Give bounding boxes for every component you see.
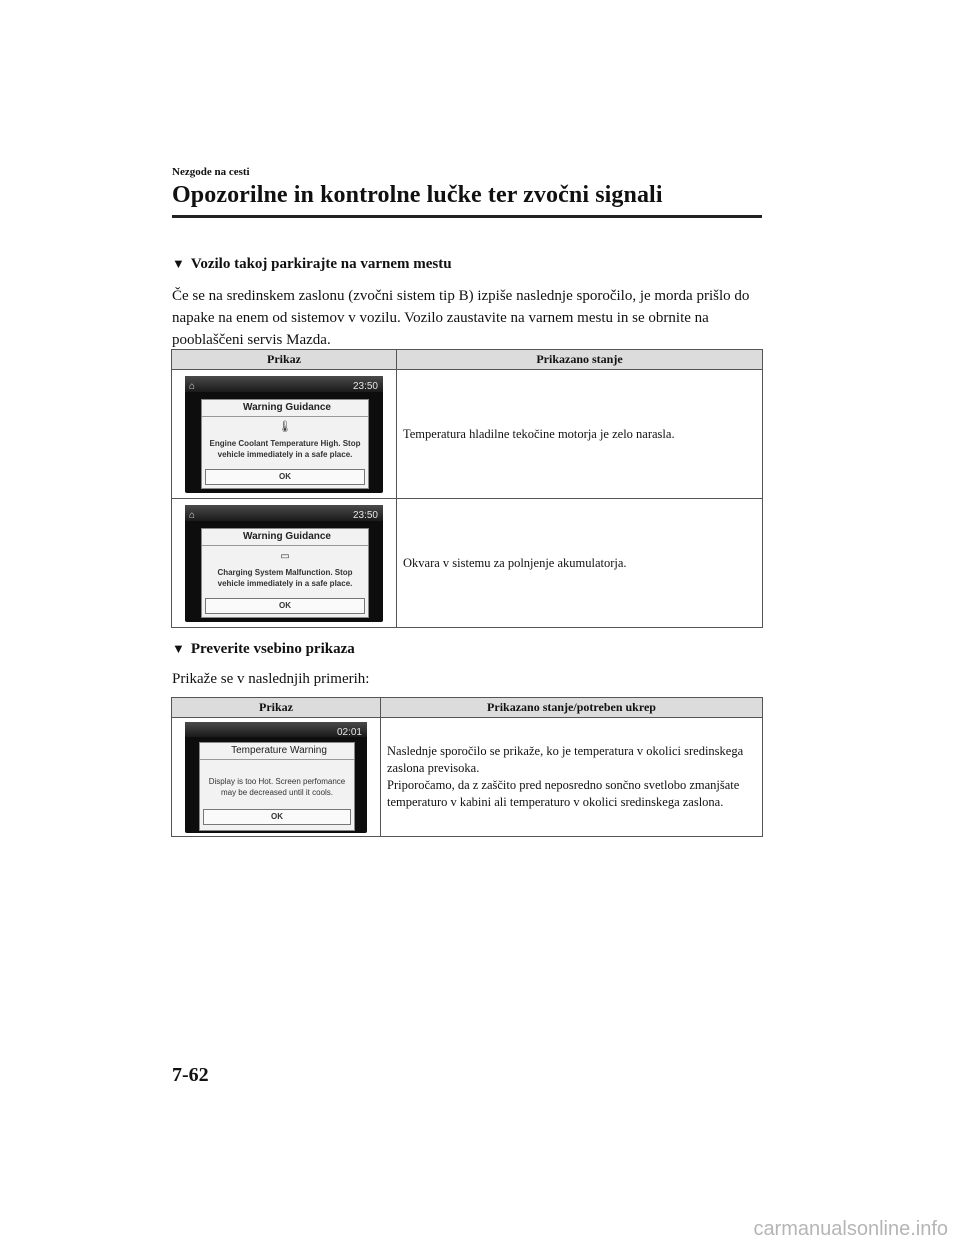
display-image-cell: [172, 499, 397, 628]
page-title: Opozorilne in kontrolne lučke ter zvočni signali: [172, 182, 663, 208]
action-description: Priporočamo, da z zaščito pred neposredno sončno svetlobo zmanjšate temperaturo v kabini ali temperaturo v okolici sredinskega zaslona.: [387, 778, 740, 809]
section-heading-text: Preverite vsebino prikaza: [190, 641, 355, 657]
chapter-label: Nezgode na cesti: [172, 166, 250, 178]
section-heading-text: Vozilo takoj parkirajte na varnem mestu: [190, 256, 452, 272]
battery-icon: ▭: [280, 550, 290, 562]
title-divider: [172, 215, 762, 218]
dialog-message: Engine Coolant Temperature High. Stop vehicle immediately in a safe place.: [209, 438, 361, 459]
column-header-display: Prikaz: [172, 350, 397, 370]
home-icon: ⌂: [189, 509, 196, 521]
dialog-title: Temperature Warning: [200, 743, 354, 760]
clock: 23:50: [352, 509, 378, 521]
coolant-temperature-icon: 🌡: [278, 420, 292, 433]
column-header-state-action: Prikazano stanje/potreben ukrep: [381, 698, 763, 718]
clock: 02:01: [336, 726, 362, 738]
warning-dialog: [201, 528, 369, 618]
column-header-display: Prikaz: [172, 698, 381, 718]
state-description: Naslednje sporočilo se prikaže, ko je temperatura v okolici sredinskega zaslona previsoka.: [387, 744, 744, 775]
center-display-screenshot: [185, 376, 383, 493]
ok-button[interactable]: OK: [205, 598, 365, 614]
section-heading-park-safely: [172, 256, 452, 273]
watermark: carmanualsonline.info: [753, 1218, 948, 1240]
section-body-text: Prikaže se v naslednjih primerih:: [172, 671, 370, 687]
table-header-row: [172, 698, 763, 718]
display-image-cell: [172, 718, 381, 837]
table-row: [172, 499, 763, 628]
warning-dialog: [199, 742, 355, 831]
page-number: 7-62: [172, 1064, 209, 1086]
ok-button[interactable]: OK: [205, 469, 365, 485]
dialog-title: Warning Guidance: [202, 529, 368, 546]
home-icon: ⌂: [189, 380, 196, 392]
dialog-message: Charging System Malfunction. Stop vehicle immediately in a safe place.: [217, 567, 353, 588]
warning-dialog: [201, 399, 369, 489]
display-content-table: [171, 697, 763, 837]
state-description: Temperatura hladilne tekočine motorja je zelo narasla.: [397, 370, 763, 499]
dialog-message: Display is too Hot. Screen perfomance may be decreased until it cools.: [208, 776, 346, 797]
center-display-screenshot: [185, 505, 383, 622]
triangle-down-icon: ▼: [172, 256, 185, 271]
state-description: Okvara v sistemu za polnjenje akumulatorja.: [397, 499, 763, 628]
display-image-cell: [172, 370, 397, 499]
table-header-row: [172, 350, 763, 370]
table-row: [172, 370, 763, 499]
column-header-state: Prikazano stanje: [397, 350, 763, 370]
table-row: [172, 718, 763, 837]
clock: 23:50: [352, 380, 378, 392]
dialog-title: Warning Guidance: [202, 400, 368, 417]
section-heading-check-display: [172, 641, 355, 658]
center-display-screenshot: [185, 722, 367, 833]
state-action-description: [381, 718, 763, 837]
ok-button[interactable]: OK: [203, 809, 351, 825]
section-body-text: Če se na sredinskem zaslonu (zvočni sistem tip B) izpiše naslednje sporočilo, je morda prišlo do napake na enem od sistemov v vozilu. Vozilo zaustavite na varnem mestu in se obrnite na pooblaščeni servis Mazda.: [172, 288, 750, 348]
triangle-down-icon: ▼: [172, 641, 185, 656]
warning-display-table: [171, 349, 763, 628]
